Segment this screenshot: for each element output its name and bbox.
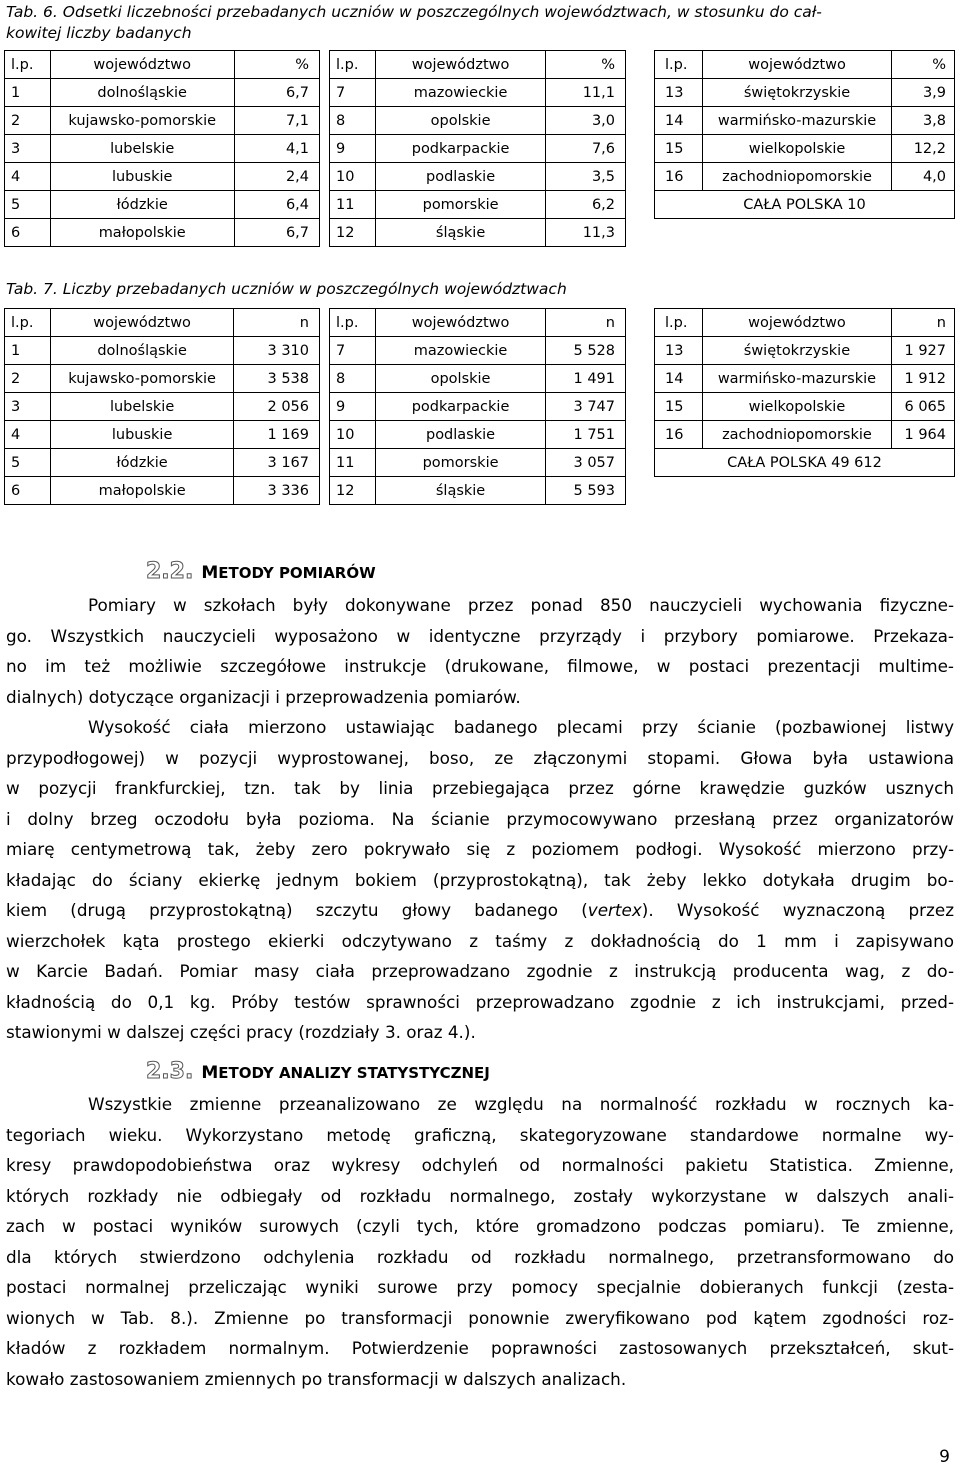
cell-wojewodztwo: łódzkie [50, 449, 234, 477]
cell-lp: 10 [330, 421, 376, 449]
section-2-3-title-initial: M [201, 1063, 219, 1083]
table-row [330, 219, 626, 247]
table6-caption-line1: Tab. 6. Odsetki liczebności przebadanych uczniów w poszczególnych województwach, w stosunku do cał- [6, 3, 822, 21]
cell-lp: 15 [655, 135, 703, 163]
table-row [5, 393, 320, 421]
cell-lp: 8 [330, 365, 376, 393]
paragraph-line: Pomiary w szkołach były dokonywane przez ponad 850 nauczycieli wychowania fizyczne- [88, 595, 954, 615]
cell-wojewodztwo: śląskie [375, 219, 545, 247]
cell-wojewodztwo: łódzkie [50, 191, 234, 219]
table-row [5, 79, 320, 107]
cell-total-poland: CAŁA POLSKA 49 612 [655, 449, 955, 477]
header-wojewodztwo: województwo [375, 51, 545, 79]
cell-lp: 11 [330, 449, 376, 477]
cell-lp: 13 [655, 337, 703, 365]
table-header-row [330, 51, 626, 79]
table7-group-1 [4, 308, 320, 505]
paragraph-line: przypodłogowej) w pozycji wyprostowanej, boso, ze złączonymi stopami. Głowa była ustawiona [6, 747, 954, 768]
cell-wojewodztwo: pomorskie [375, 449, 545, 477]
cell-wojewodztwo: lubelskie [50, 135, 234, 163]
section-2-3-title: ETODY ANALIZY STATYSTYCZNEJ [218, 1064, 490, 1082]
cell-value: 3 057 [546, 449, 626, 477]
cell-lp: 1 [5, 79, 51, 107]
table-row [655, 135, 955, 163]
table-row [330, 365, 626, 393]
paragraph-line: go. Wszystkich nauczycieli wyposażono w identyczne przyrządy i przybory pomiarowe. Przekaza- [6, 625, 954, 646]
cell-wojewodztwo: zachodniopomorskie [702, 421, 891, 449]
table-row [655, 191, 955, 219]
section-2-2-paragraph-2 [6, 712, 954, 1048]
paragraph-line: wionych w Tab. 8.). Zmienne po transformacji ponownie zweryfikowano pod kątem zgodności roz- [6, 1307, 954, 1328]
header-wojewodztwo: województwo [50, 309, 234, 337]
paragraph-line: kładów z rozkładem normalnym. Potwierdzenie poprawności zastosowanych przekształceń, skut- [6, 1338, 954, 1358]
cell-wojewodztwo: podkarpackie [375, 393, 545, 421]
paragraph-line: których rozkłady nie odbiegały od rozkładu normalnego, zostały wykorzystane w dalszych anali- [6, 1185, 954, 1206]
cell-value: 3 336 [234, 477, 320, 505]
cell-wojewodztwo: małopolskie [50, 219, 234, 247]
section-2-2-number: 2.2. [146, 559, 194, 584]
cell-value: 6,7 [234, 79, 319, 107]
cell-lp: 2 [5, 365, 51, 393]
page-number: 9 [939, 1447, 950, 1467]
table-row [5, 191, 320, 219]
table-row [5, 477, 320, 505]
cell-wojewodztwo: mazowieckie [375, 79, 545, 107]
table-row [655, 365, 955, 393]
header-value: % [892, 51, 955, 79]
cell-value: 11,3 [546, 219, 626, 247]
table-row [330, 107, 626, 135]
cell-lp: 15 [655, 393, 703, 421]
cell-value: 5 528 [546, 337, 626, 365]
table-row [5, 163, 320, 191]
table-row [5, 219, 320, 247]
paragraph-line: kładnością do 0,1 kg. Próby testów sprawności przeprowadzano zgodnie z ich instrukcjami, przed- [6, 991, 954, 1012]
cell-lp: 2 [5, 107, 51, 135]
table-row [5, 365, 320, 393]
header-value: n [234, 309, 320, 337]
paragraph-line: w pozycji frankfurckiej, tzn. tak by linia przebiegająca przez górne krawędzie guzków usznych [6, 778, 954, 798]
section-2-3-paragraph-1 [6, 1089, 954, 1394]
header-value: % [234, 51, 319, 79]
section-2-3-heading [146, 1059, 490, 1084]
cell-lp: 13 [655, 79, 703, 107]
cell-wojewodztwo: dolnośląskie [50, 79, 234, 107]
section-2-2-title-initial: M [201, 563, 219, 583]
header-lp: l.p. [5, 51, 51, 79]
cell-value: 1 912 [892, 365, 955, 393]
cell-value: 6,4 [234, 191, 319, 219]
paragraph-line: Wszystkie zmienne przeanalizowano ze względu na normalność rozkładu w rocznych ka- [88, 1094, 954, 1114]
cell-wojewodztwo: lubelskie [50, 393, 234, 421]
table-header-row [655, 51, 955, 79]
table-row [330, 135, 626, 163]
cell-lp: 3 [5, 135, 51, 163]
paragraph-line: wierzchołek kąta prostego ekierki odczytywano z taśmy z dokładnością do 1 mm i zapisywano [6, 930, 954, 951]
table-row [330, 421, 626, 449]
paragraph-line: w Karcie Badań. Pomiar masy ciała przeprowadzano zgodnie z instrukcją producenta wag, z do- [6, 961, 954, 981]
cell-lp: 8 [330, 107, 376, 135]
header-wojewodztwo: województwo [50, 51, 234, 79]
cell-value: 1 964 [892, 421, 955, 449]
cell-lp: 14 [655, 365, 703, 393]
paragraph-line: dla których stwierdzono odchylenia rozkładu od rozkładu normalnego, przetransformowano do [6, 1246, 954, 1267]
cell-value: 1 169 [234, 421, 320, 449]
vertex-term: vertex [587, 900, 642, 920]
cell-value: 6,7 [234, 219, 319, 247]
cell-lp: 11 [330, 191, 376, 219]
cell-wojewodztwo: świętokrzyskie [702, 337, 891, 365]
cell-lp: 4 [5, 421, 51, 449]
cell-value: 12,2 [892, 135, 955, 163]
cell-wojewodztwo: pomorskie [375, 191, 545, 219]
cell-lp: 5 [5, 191, 51, 219]
table-header-row [330, 309, 626, 337]
cell-value: 11,1 [546, 79, 626, 107]
cell-wojewodztwo: opolskie [375, 365, 545, 393]
cell-value: 4,1 [234, 135, 319, 163]
cell-wojewodztwo: śląskie [375, 477, 545, 505]
cell-value: 3 310 [234, 337, 320, 365]
cell-wojewodztwo: mazowieckie [375, 337, 545, 365]
cell-value: 2,4 [234, 163, 319, 191]
header-lp: l.p. [330, 51, 376, 79]
cell-value: 3,0 [546, 107, 626, 135]
paragraph-line: kładając do ściany ekierkę jednym bokiem (przyprostokątną), tak żeby lekko dotykała drugim bo- [6, 869, 954, 890]
paragraph-line: postaci normalnej przeliczając wyniki surowe przy pomocy specjalnie dobieranych funkcji (zesta- [6, 1277, 954, 1297]
cell-value: 7,1 [234, 107, 319, 135]
cell-wojewodztwo: kujawsko-pomorskie [50, 107, 234, 135]
cell-value: 3 538 [234, 365, 320, 393]
cell-value: 3 747 [546, 393, 626, 421]
cell-value: 3,8 [892, 107, 955, 135]
cell-wojewodztwo: warmińsko-mazurskie [702, 107, 892, 135]
header-wojewodztwo: województwo [702, 51, 892, 79]
paragraph-line: kresy prawdopodobieństwa oraz wykresy odchyleń od normalności pakietu Statistica. Zmienne, [6, 1155, 954, 1175]
table7-group-2 [329, 308, 626, 505]
paragraph-line: zach w postaci wyników surowych (czyli tych, które gromadzono podczas pomiaru). Te zmienne, [6, 1216, 954, 1236]
header-lp: l.p. [5, 309, 51, 337]
table-row [655, 107, 955, 135]
cell-lp: 14 [655, 107, 703, 135]
cell-value: 6 065 [892, 393, 955, 421]
cell-value: 7,6 [546, 135, 626, 163]
cell-lp: 9 [330, 135, 376, 163]
cell-value: 1 927 [892, 337, 955, 365]
table6-caption-line2: kowitej liczby badanych [6, 24, 192, 42]
section-2-2-heading [146, 559, 376, 584]
table-row [330, 191, 626, 219]
cell-wojewodztwo: opolskie [375, 107, 545, 135]
paragraph-line: no im też możliwie szczegółowe instrukcje (drukowane, filmowe, w postaci prezentacji multime- [6, 656, 954, 676]
paragraph-segment: ). Wysokość wyznaczoną przez [641, 900, 955, 920]
cell-wojewodztwo: kujawsko-pomorskie [50, 365, 234, 393]
cell-lp: 7 [330, 79, 376, 107]
cell-value: 4,0 [892, 163, 955, 191]
table6-group-2 [329, 50, 626, 247]
cell-wojewodztwo: warmińsko-mazurskie [702, 365, 891, 393]
cell-wojewodztwo: lubuskie [50, 421, 234, 449]
table-row [330, 337, 626, 365]
paragraph-line: Wysokość ciała mierzono ustawiając badanego plecami przy ścianie (pozbawionej listwy [88, 717, 954, 737]
table-row [330, 393, 626, 421]
paragraph-segment: kiem (drugą przyprostokątną) szczytu głowy badanego ( [6, 900, 588, 920]
header-value: n [546, 309, 626, 337]
table-row [330, 79, 626, 107]
header-lp: l.p. [655, 51, 703, 79]
cell-wojewodztwo: podlaskie [375, 421, 545, 449]
cell-lp: 9 [330, 393, 376, 421]
cell-lp: 5 [5, 449, 51, 477]
table-row [5, 135, 320, 163]
paragraph-line: kowało zastosowaniem zmiennych po transformacji w dalszych analizach. [6, 1368, 627, 1389]
header-value: n [892, 309, 955, 337]
section-2-3-number: 2.3. [146, 1059, 194, 1084]
cell-value: 3,5 [546, 163, 626, 191]
cell-value: 1 751 [546, 421, 626, 449]
header-lp: l.p. [330, 309, 376, 337]
cell-lp: 12 [330, 477, 376, 505]
cell-value: 5 593 [546, 477, 626, 505]
table-row [330, 163, 626, 191]
section-2-2-title: ETODY POMIARÓW [218, 564, 376, 582]
paragraph-line: tegoriach wieku. Wykorzystano metodę graficzną, skategoryzowane standardowe normalne wy- [6, 1124, 954, 1145]
cell-wojewodztwo: małopolskie [50, 477, 234, 505]
section-2-2-paragraph-1 [6, 590, 954, 712]
cell-wojewodztwo: dolnośląskie [50, 337, 234, 365]
cell-lp: 16 [655, 163, 703, 191]
cell-wojewodztwo: lubuskie [50, 163, 234, 191]
paragraph-line: miarę centymetrową tak, żeby zero pokrywało się z poziomem podłogi. Wysokość mierzono przy- [6, 839, 954, 859]
table6-group-3 [654, 50, 955, 219]
table-row [655, 337, 955, 365]
table-row [655, 449, 955, 477]
paragraph-line: stawionymi w dalszej części pracy (rozdziały 3. oraz 4.). [6, 1022, 476, 1042]
cell-wojewodztwo: świętokrzyskie [702, 79, 892, 107]
table-row [330, 449, 626, 477]
table-row [655, 393, 955, 421]
cell-total-poland: CAŁA POLSKA 10 [655, 191, 955, 219]
table-header-row [5, 309, 320, 337]
cell-lp: 10 [330, 163, 376, 191]
table-row [655, 79, 955, 107]
table-row [5, 421, 320, 449]
table-header-row [655, 309, 955, 337]
table7-caption: Tab. 7. Liczby przebadanych uczniów w poszczególnych województwach [6, 280, 567, 298]
cell-lp: 6 [5, 219, 51, 247]
cell-lp: 7 [330, 337, 376, 365]
table7-group-3 [654, 308, 955, 477]
cell-lp: 4 [5, 163, 51, 191]
cell-lp: 12 [330, 219, 376, 247]
table-row [5, 337, 320, 365]
cell-value: 6,2 [546, 191, 626, 219]
table-row [330, 477, 626, 505]
table6-group-1 [4, 50, 320, 247]
header-wojewodztwo: województwo [375, 309, 545, 337]
table-row [5, 107, 320, 135]
table-row [655, 163, 955, 191]
table6-caption [6, 2, 822, 44]
header-wojewodztwo: województwo [702, 309, 891, 337]
cell-wojewodztwo: podlaskie [375, 163, 545, 191]
cell-value: 2 056 [234, 393, 320, 421]
cell-wojewodztwo: podkarpackie [375, 135, 545, 163]
table-row [5, 449, 320, 477]
paragraph-line: dialnych) dotyczące organizacji i przeprowadzenia pomiarów. [6, 686, 521, 707]
table-row [655, 421, 955, 449]
table-header-row [5, 51, 320, 79]
paragraph-line [6, 895, 954, 926]
cell-wojewodztwo: wielkopolskie [702, 135, 892, 163]
cell-value: 3 167 [234, 449, 320, 477]
cell-value: 3,9 [892, 79, 955, 107]
cell-lp: 6 [5, 477, 51, 505]
cell-lp: 1 [5, 337, 51, 365]
cell-wojewodztwo: wielkopolskie [702, 393, 891, 421]
header-lp: l.p. [655, 309, 703, 337]
cell-wojewodztwo: zachodniopomorskie [702, 163, 892, 191]
cell-value: 1 491 [546, 365, 626, 393]
cell-lp: 3 [5, 393, 51, 421]
paragraph-line: i dolny brzeg oczodołu była pozioma. Na ścianie przymocowywano przesłaną przez organizatorów [6, 808, 954, 829]
cell-lp: 16 [655, 421, 703, 449]
header-value: % [546, 51, 626, 79]
